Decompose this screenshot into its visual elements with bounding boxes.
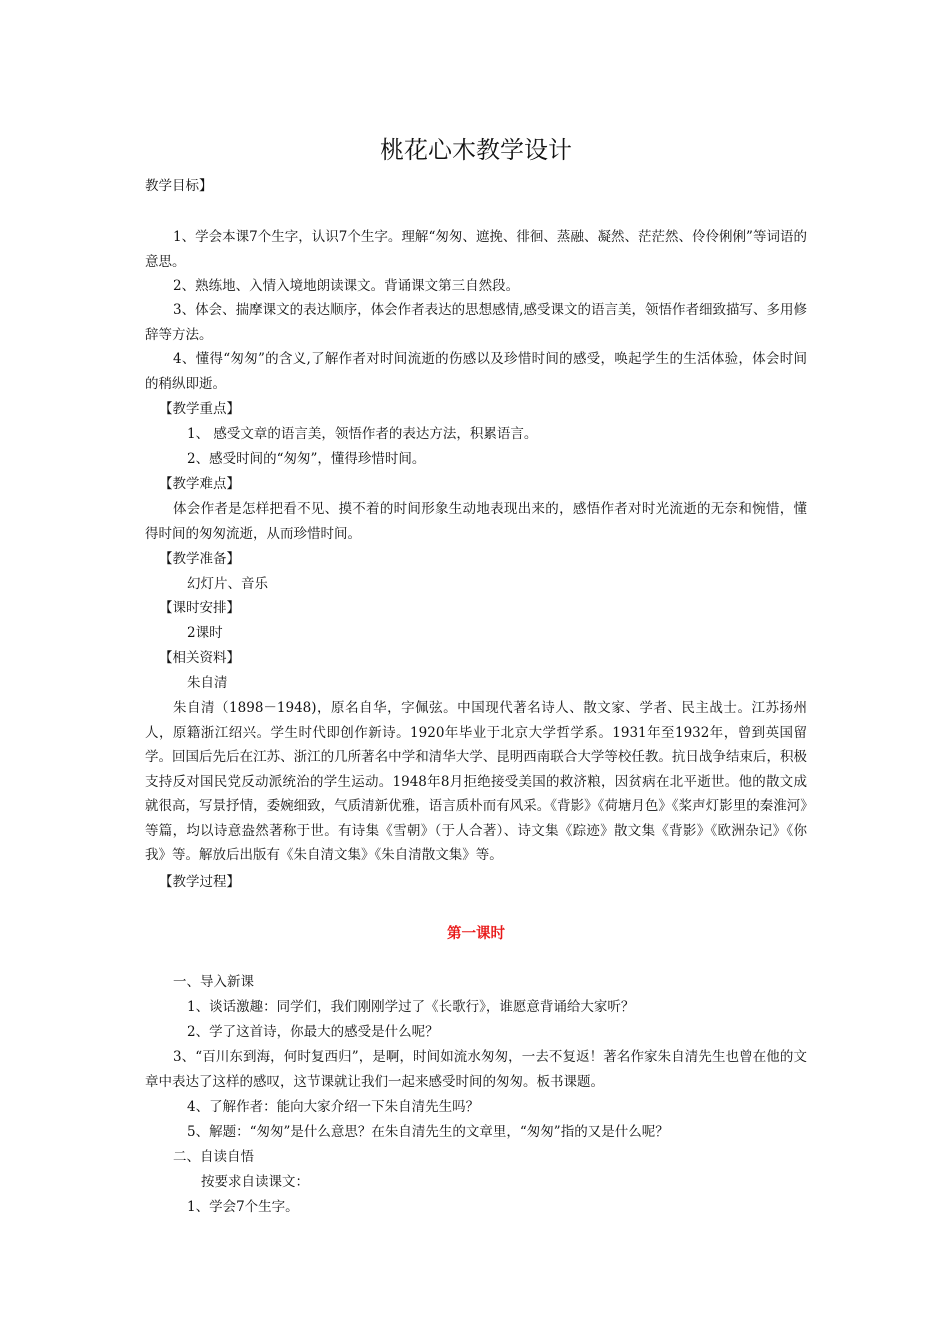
materials-heading: 【相关资料】 [159, 650, 240, 666]
key-point-2: 2、感受时间的“匆匆”，懂得珍惜时间。 [187, 451, 426, 467]
preparation-text: 幻灯片、音乐 [187, 576, 268, 592]
goal-item-3: 3、体会、揣摩课文的表达顺序，体会作者表达的思想感情,感受课文的语言美，领悟作者细致描写、多用修辞等方法。 [145, 302, 807, 343]
key-points-heading: 【教学重点】 [159, 401, 240, 417]
part-one-heading: 一、导入新课 [173, 974, 254, 990]
key-point-1: 1、 感受文章的语言美，领悟作者的表达方法，积累语言。 [187, 426, 538, 442]
author-name: 朱自清 [187, 675, 228, 691]
part-two-heading: 二、自读自悟 [173, 1149, 254, 1165]
author-bio: 朱自清（1898－1948)，原名自华，字佩弦。中国现代著名诗人、散文家、学者、民主战士。江苏扬州人，原籍浙江绍兴。学生时代即创作新诗。1920年毕业于北京大学哲学系。1931年至1932年，曾到英国留学。回国后先后在江苏、浙江的几所著名中学和清华大学、昆明西南联合大学等校任教。抗日战争结束后，积极支持反对国民党反动派统治的学生运动。1948年8月拒绝接受美国的救济粮，因贫病在北平逝世。他的散文成就很高，写景抒情，委婉细致，气质清新优雅，语言质朴而有风采。《背影》《荷塘月色》《桨声灯影里的秦淮河》等篇，均以诗意盎然著称于世。有诗集《雪朝》（于人合著）、诗文集《踪迹》散文集《背影》《欧洲杂记》《你我》等。解放后出版有《朱自清文集》《朱自清散文集》等。 [145, 700, 807, 863]
lesson-step-3: 3、“百川东到海，何时复西归”，是啊，时间如流水匆匆，一去不复返！著名作家朱自清先生也曾在他的文章中表达了这样的感叹，这节课就让我们一起来感受时间的匆匆。板书课题。 [145, 1049, 807, 1090]
goal-item-4: 4、懂得“匆匆”的含义,了解作者对时间流逝的伤感以及珍惜时间的感受，唤起学生的生活体验，体会时间的稍纵即逝。 [145, 351, 807, 392]
schedule-text: 2课时 [187, 625, 223, 641]
goal-item-2: 2、熟练地、入情入境地朗读课文。背诵课文第三自然段。 [173, 278, 520, 294]
reading-requirement: 按要求自读课文： [201, 1174, 309, 1190]
reading-item-1: 1、学会7个生字。 [187, 1199, 299, 1215]
lesson-step-1: 1、谈话激趣：同学们，我们刚刚学过了《长歌行》，谁愿意背诵给大家听？ [187, 999, 635, 1015]
difficulty-heading: 【教学难点】 [159, 476, 240, 492]
lesson-step-2: 2、学了这首诗，你最大的感受是什么呢？ [187, 1024, 439, 1040]
lesson-step-4: 4、了解作者：能向大家介绍一下朱自清先生吗？ [187, 1099, 480, 1115]
preparation-heading: 【教学准备】 [159, 551, 240, 567]
lesson-step-5: 5、解题：“匆匆”是什么意思？在朱自清先生的文章里，“匆匆”指的又是什么呢？ [187, 1124, 669, 1140]
lesson-one-heading: 第一课时 [447, 925, 505, 942]
goals-heading: 教学目标】 [145, 178, 213, 194]
document-title: 桃花心木教学设计 [380, 136, 572, 164]
goal-item-1: 1、学会本课7个生字，认识7个生字。理解“匆匆、遮挽、徘徊、蒸融、凝然、茫茫然、伶伶俐俐”等词语的意思。 [145, 229, 807, 270]
schedule-heading: 【课时安排】 [159, 600, 240, 616]
process-heading: 【教学过程】 [159, 874, 240, 890]
difficulty-text: 体会作者是怎样把看不见、摸不着的时间形象生动地表现出来的，感悟作者对时光流逝的无奈和惋惜，懂得时间的匆匆流逝，从而珍惜时间。 [145, 501, 807, 542]
